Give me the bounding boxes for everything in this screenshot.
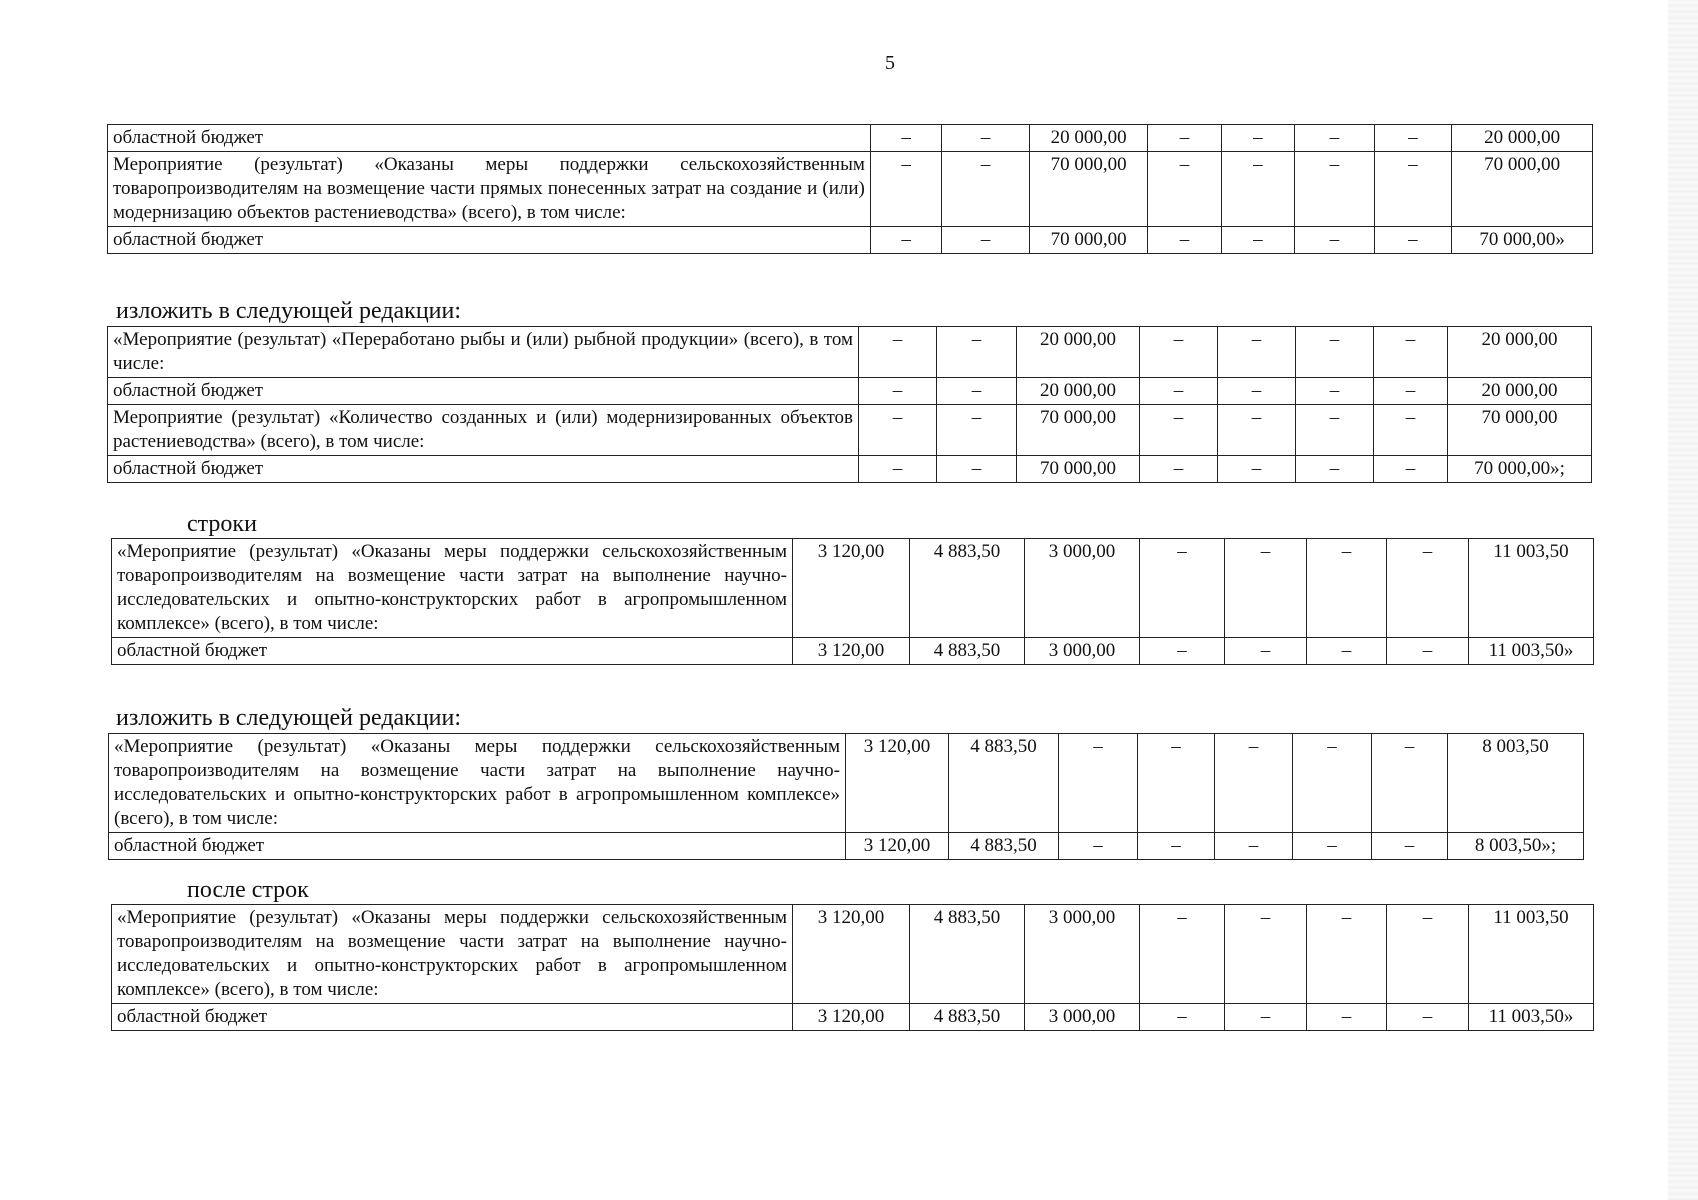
cell-value: 20 000,00 <box>1448 378 1592 405</box>
edit-instruction: изложить в следующей редакции: <box>116 298 462 324</box>
page-number: 5 <box>885 52 895 74</box>
cell-value: 70 000,00 <box>1448 405 1592 456</box>
cell-value: 70 000,00» <box>1452 227 1593 254</box>
cell-value: – <box>942 125 1030 152</box>
cell-value: – <box>1221 152 1294 227</box>
cell-value: 70 000,00 <box>1452 152 1593 227</box>
cell-value: – <box>1374 227 1452 254</box>
cell-value: – <box>1148 152 1221 227</box>
budget-table-4 <box>108 733 1584 860</box>
edit-instruction: изложить в следующей редакции: <box>116 705 462 731</box>
cell-value: – <box>1293 833 1372 860</box>
cell-value: 3 120,00 <box>793 539 910 638</box>
budget-table-1 <box>107 124 1593 254</box>
cell-value: 3 120,00 <box>793 638 910 665</box>
cell-value: 8 003,50»; <box>1448 833 1584 860</box>
cell-value: 3 120,00 <box>846 734 949 833</box>
table-row <box>112 905 1594 1004</box>
row-label: областной бюджет <box>108 456 859 483</box>
cell-value: 20 000,00 <box>1029 125 1147 152</box>
cell-value: – <box>1140 327 1218 378</box>
cell-value: 11 003,50 <box>1469 539 1594 638</box>
cell-value: 3 000,00 <box>1025 905 1140 1004</box>
row-label: областной бюджет <box>108 227 871 254</box>
cell-value: – <box>1307 905 1387 1004</box>
edit-instruction: после строк <box>187 877 309 903</box>
cell-value: – <box>1296 378 1374 405</box>
row-label: областной бюджет <box>112 638 793 665</box>
cell-value: – <box>1225 905 1307 1004</box>
cell-value: – <box>1295 227 1375 254</box>
table-row <box>108 378 1592 405</box>
cell-value: – <box>1140 1004 1225 1031</box>
cell-value: – <box>870 152 941 227</box>
table-row <box>112 539 1594 638</box>
cell-value: 20 000,00 <box>1448 327 1592 378</box>
row-label: областной бюджет <box>108 125 871 152</box>
cell-value: 11 003,50» <box>1469 1004 1594 1031</box>
cell-value: – <box>1374 327 1448 378</box>
cell-value: 4 883,50 <box>949 734 1059 833</box>
cell-value: – <box>1218 327 1296 378</box>
row-label: «Мероприятие (результат) «Переработано рыбы и (или) рыбной продукции» (всего), в том числе: <box>108 327 859 378</box>
row-label: «Мероприятие (результат) «Оказаны меры поддержки сельскохозяйственным товаропроизводителям на возмещение части затрат на выполнение научно-исследовательских и опытно-конструкторских работ в агропромышленном комплексе» (всего), в том числе: <box>109 734 846 833</box>
cell-value: – <box>1387 539 1469 638</box>
row-label: областной бюджет <box>112 1004 793 1031</box>
cell-value: – <box>1374 125 1452 152</box>
cell-value: – <box>1140 378 1218 405</box>
cell-value: – <box>859 456 937 483</box>
budget-table-3 <box>111 538 1594 665</box>
cell-value: – <box>1374 378 1448 405</box>
cell-value: – <box>1221 227 1294 254</box>
table-row <box>112 1004 1594 1031</box>
table-row <box>108 327 1592 378</box>
cell-value: – <box>1307 539 1387 638</box>
cell-value: 4 883,50 <box>910 1004 1025 1031</box>
cell-value: 70 000,00 <box>1017 405 1140 456</box>
cell-value: 70 000,00 <box>1017 456 1140 483</box>
cell-value: 4 883,50 <box>910 905 1025 1004</box>
cell-value: – <box>1372 833 1448 860</box>
row-label: областной бюджет <box>109 833 846 860</box>
scan-edge <box>1668 0 1698 1200</box>
cell-value: – <box>1138 734 1215 833</box>
table-row <box>109 833 1584 860</box>
table-row <box>108 152 1593 227</box>
cell-value: – <box>1295 152 1375 227</box>
cell-value: 20 000,00 <box>1017 327 1140 378</box>
cell-value: – <box>1059 833 1138 860</box>
table-row <box>109 734 1584 833</box>
cell-value: – <box>942 152 1030 227</box>
row-label: «Мероприятие (результат) «Оказаны меры поддержки сельскохозяйственным товаропроизводителям на возмещение части затрат на выполнение научно-исследовательских и опытно-конструкторских работ в агропромышленном комплексе» (всего), в том числе: <box>112 905 793 1004</box>
cell-value: – <box>1374 152 1452 227</box>
cell-value: – <box>1218 405 1296 456</box>
cell-value: 4 883,50 <box>949 833 1059 860</box>
cell-value: – <box>1374 456 1448 483</box>
cell-value: – <box>1140 405 1218 456</box>
table-row <box>108 125 1593 152</box>
row-label: областной бюджет <box>108 378 859 405</box>
cell-value: 3 120,00 <box>793 1004 910 1031</box>
cell-value: – <box>1387 638 1469 665</box>
cell-value: – <box>859 327 937 378</box>
budget-table-5 <box>111 904 1594 1031</box>
budget-table-2 <box>107 326 1592 483</box>
cell-value: – <box>1372 734 1448 833</box>
cell-value: – <box>937 327 1017 378</box>
cell-value: 11 003,50» <box>1469 638 1594 665</box>
cell-value: – <box>1295 125 1375 152</box>
cell-value: 8 003,50 <box>1448 734 1584 833</box>
cell-value: 20 000,00 <box>1017 378 1140 405</box>
cell-value: – <box>1218 456 1296 483</box>
cell-value: – <box>1059 734 1138 833</box>
cell-value: – <box>859 378 937 405</box>
cell-value: – <box>1148 227 1221 254</box>
row-label: Мероприятие (результат) «Оказаны меры поддержки сельскохозяйственным товаропроизводителям на возмещение части прямых понесенных затрат на создание и (или) модернизацию объектов растениеводства» (всего), в том числе: <box>108 152 871 227</box>
cell-value: – <box>1225 638 1307 665</box>
cell-value: – <box>1215 833 1293 860</box>
cell-value: 4 883,50 <box>910 539 1025 638</box>
cell-value: – <box>870 125 941 152</box>
cell-value: – <box>1140 905 1225 1004</box>
cell-value: – <box>1296 327 1374 378</box>
cell-value: – <box>1296 405 1374 456</box>
cell-value: – <box>1296 456 1374 483</box>
cell-value: – <box>1374 405 1448 456</box>
cell-value: – <box>1387 1004 1469 1031</box>
cell-value: 70 000,00 <box>1029 227 1147 254</box>
cell-value: – <box>1148 125 1221 152</box>
cell-value: 20 000,00 <box>1452 125 1593 152</box>
cell-value: 11 003,50 <box>1469 905 1594 1004</box>
cell-value: – <box>937 405 1017 456</box>
cell-value: – <box>937 456 1017 483</box>
cell-value: – <box>1138 833 1215 860</box>
cell-value: – <box>870 227 941 254</box>
table-row <box>108 405 1592 456</box>
cell-value: – <box>1307 638 1387 665</box>
cell-value: 3 120,00 <box>793 905 910 1004</box>
cell-value: – <box>1387 905 1469 1004</box>
cell-value: – <box>942 227 1030 254</box>
cell-value: – <box>1225 539 1307 638</box>
row-label: Мероприятие (результат) «Количество созданных и (или) модернизированных объектов растениеводства» (всего), в том числе: <box>108 405 859 456</box>
cell-value: 3 120,00 <box>846 833 949 860</box>
cell-value: 3 000,00 <box>1025 1004 1140 1031</box>
cell-value: – <box>1140 456 1218 483</box>
cell-value: – <box>1140 638 1225 665</box>
cell-value: – <box>1293 734 1372 833</box>
table-row <box>112 638 1594 665</box>
cell-value: 70 000,00»; <box>1448 456 1592 483</box>
cell-value: – <box>1221 125 1294 152</box>
cell-value: 4 883,50 <box>910 638 1025 665</box>
cell-value: – <box>1307 1004 1387 1031</box>
cell-value: 3 000,00 <box>1025 638 1140 665</box>
cell-value: – <box>859 405 937 456</box>
cell-value: – <box>937 378 1017 405</box>
cell-value: – <box>1140 539 1225 638</box>
cell-value: – <box>1218 378 1296 405</box>
edit-instruction: строки <box>187 511 257 537</box>
table-row <box>108 456 1592 483</box>
cell-value: 3 000,00 <box>1025 539 1140 638</box>
cell-value: – <box>1225 1004 1307 1031</box>
cell-value: – <box>1215 734 1293 833</box>
table-row <box>108 227 1593 254</box>
row-label: «Мероприятие (результат) «Оказаны меры поддержки сельскохозяйственным товаропроизводителям на возмещение части затрат на выполнение научно-исследовательских и опытно-конструкторских работ в агропромышленном комплексе» (всего), в том числе: <box>112 539 793 638</box>
cell-value: 70 000,00 <box>1029 152 1147 227</box>
